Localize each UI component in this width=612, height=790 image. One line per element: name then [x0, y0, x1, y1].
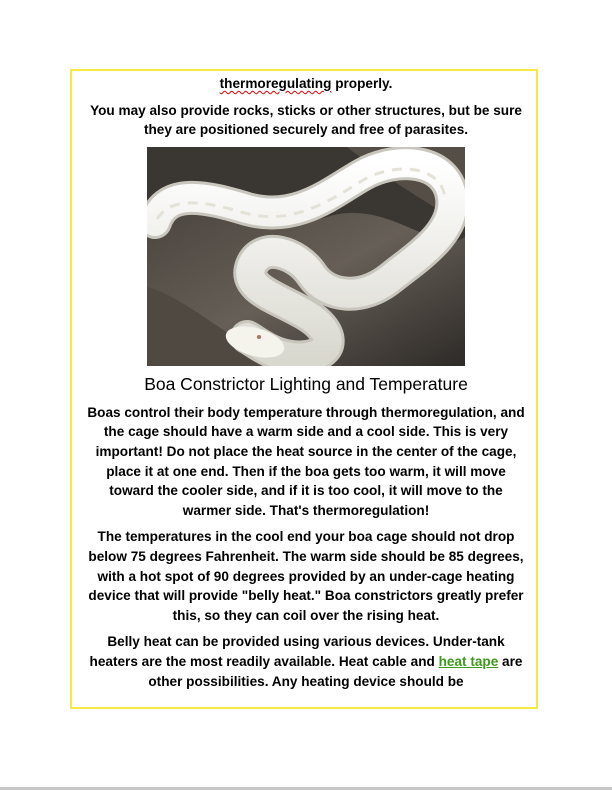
paragraph-temperatures: The temperatures in the cool end your boa cage should not drop below 75 degrees Fahrenheit. The warm side should be 85 degrees, with a hot spot of 90 degrees provided by an under-cage heating device that will provide "belly heat." Boa constrictors greatly prefer this, so they can coil over the rising heat. — [88, 529, 524, 623]
belly-heat-text-end: are other possibilities. Any heating device should be — [148, 653, 523, 689]
paragraph-thermoregulation: Boas control their body temperature through thermoregulation, and the cage should have a warm side and a cool side. This is very important! Do not place the heat source in the center of the cage, place it at one end. Then if the boa gets too warm, it will move toward the cooler side, and if it is too cool, it will move to the warmer side. That's thermoregulation! — [87, 404, 525, 518]
paragraph-top-rest: properly. — [331, 76, 393, 91]
albino-boa-photo — [147, 147, 465, 366]
misspelled-word[interactable]: thermoregulating — [219, 76, 332, 91]
section-heading: Boa Constrictor Lighting and Temperature — [144, 373, 468, 394]
paragraph-rocks: You may also provide rocks, sticks or other structures, but be sure they are positioned securely and free of parasites. — [90, 102, 522, 138]
snake-eye — [257, 335, 261, 339]
paragraph-top — [84, 74, 528, 94]
heat-tape-link[interactable]: heat tape — [438, 653, 499, 669]
paragraph-belly-heat — [84, 632, 528, 691]
document-body — [84, 74, 528, 698]
belly-heat-text-start: Belly heat can be provided using various devices. Under-tank heaters are the most readily available. Heat cable and — [89, 634, 505, 669]
snake-image — [147, 147, 465, 366]
